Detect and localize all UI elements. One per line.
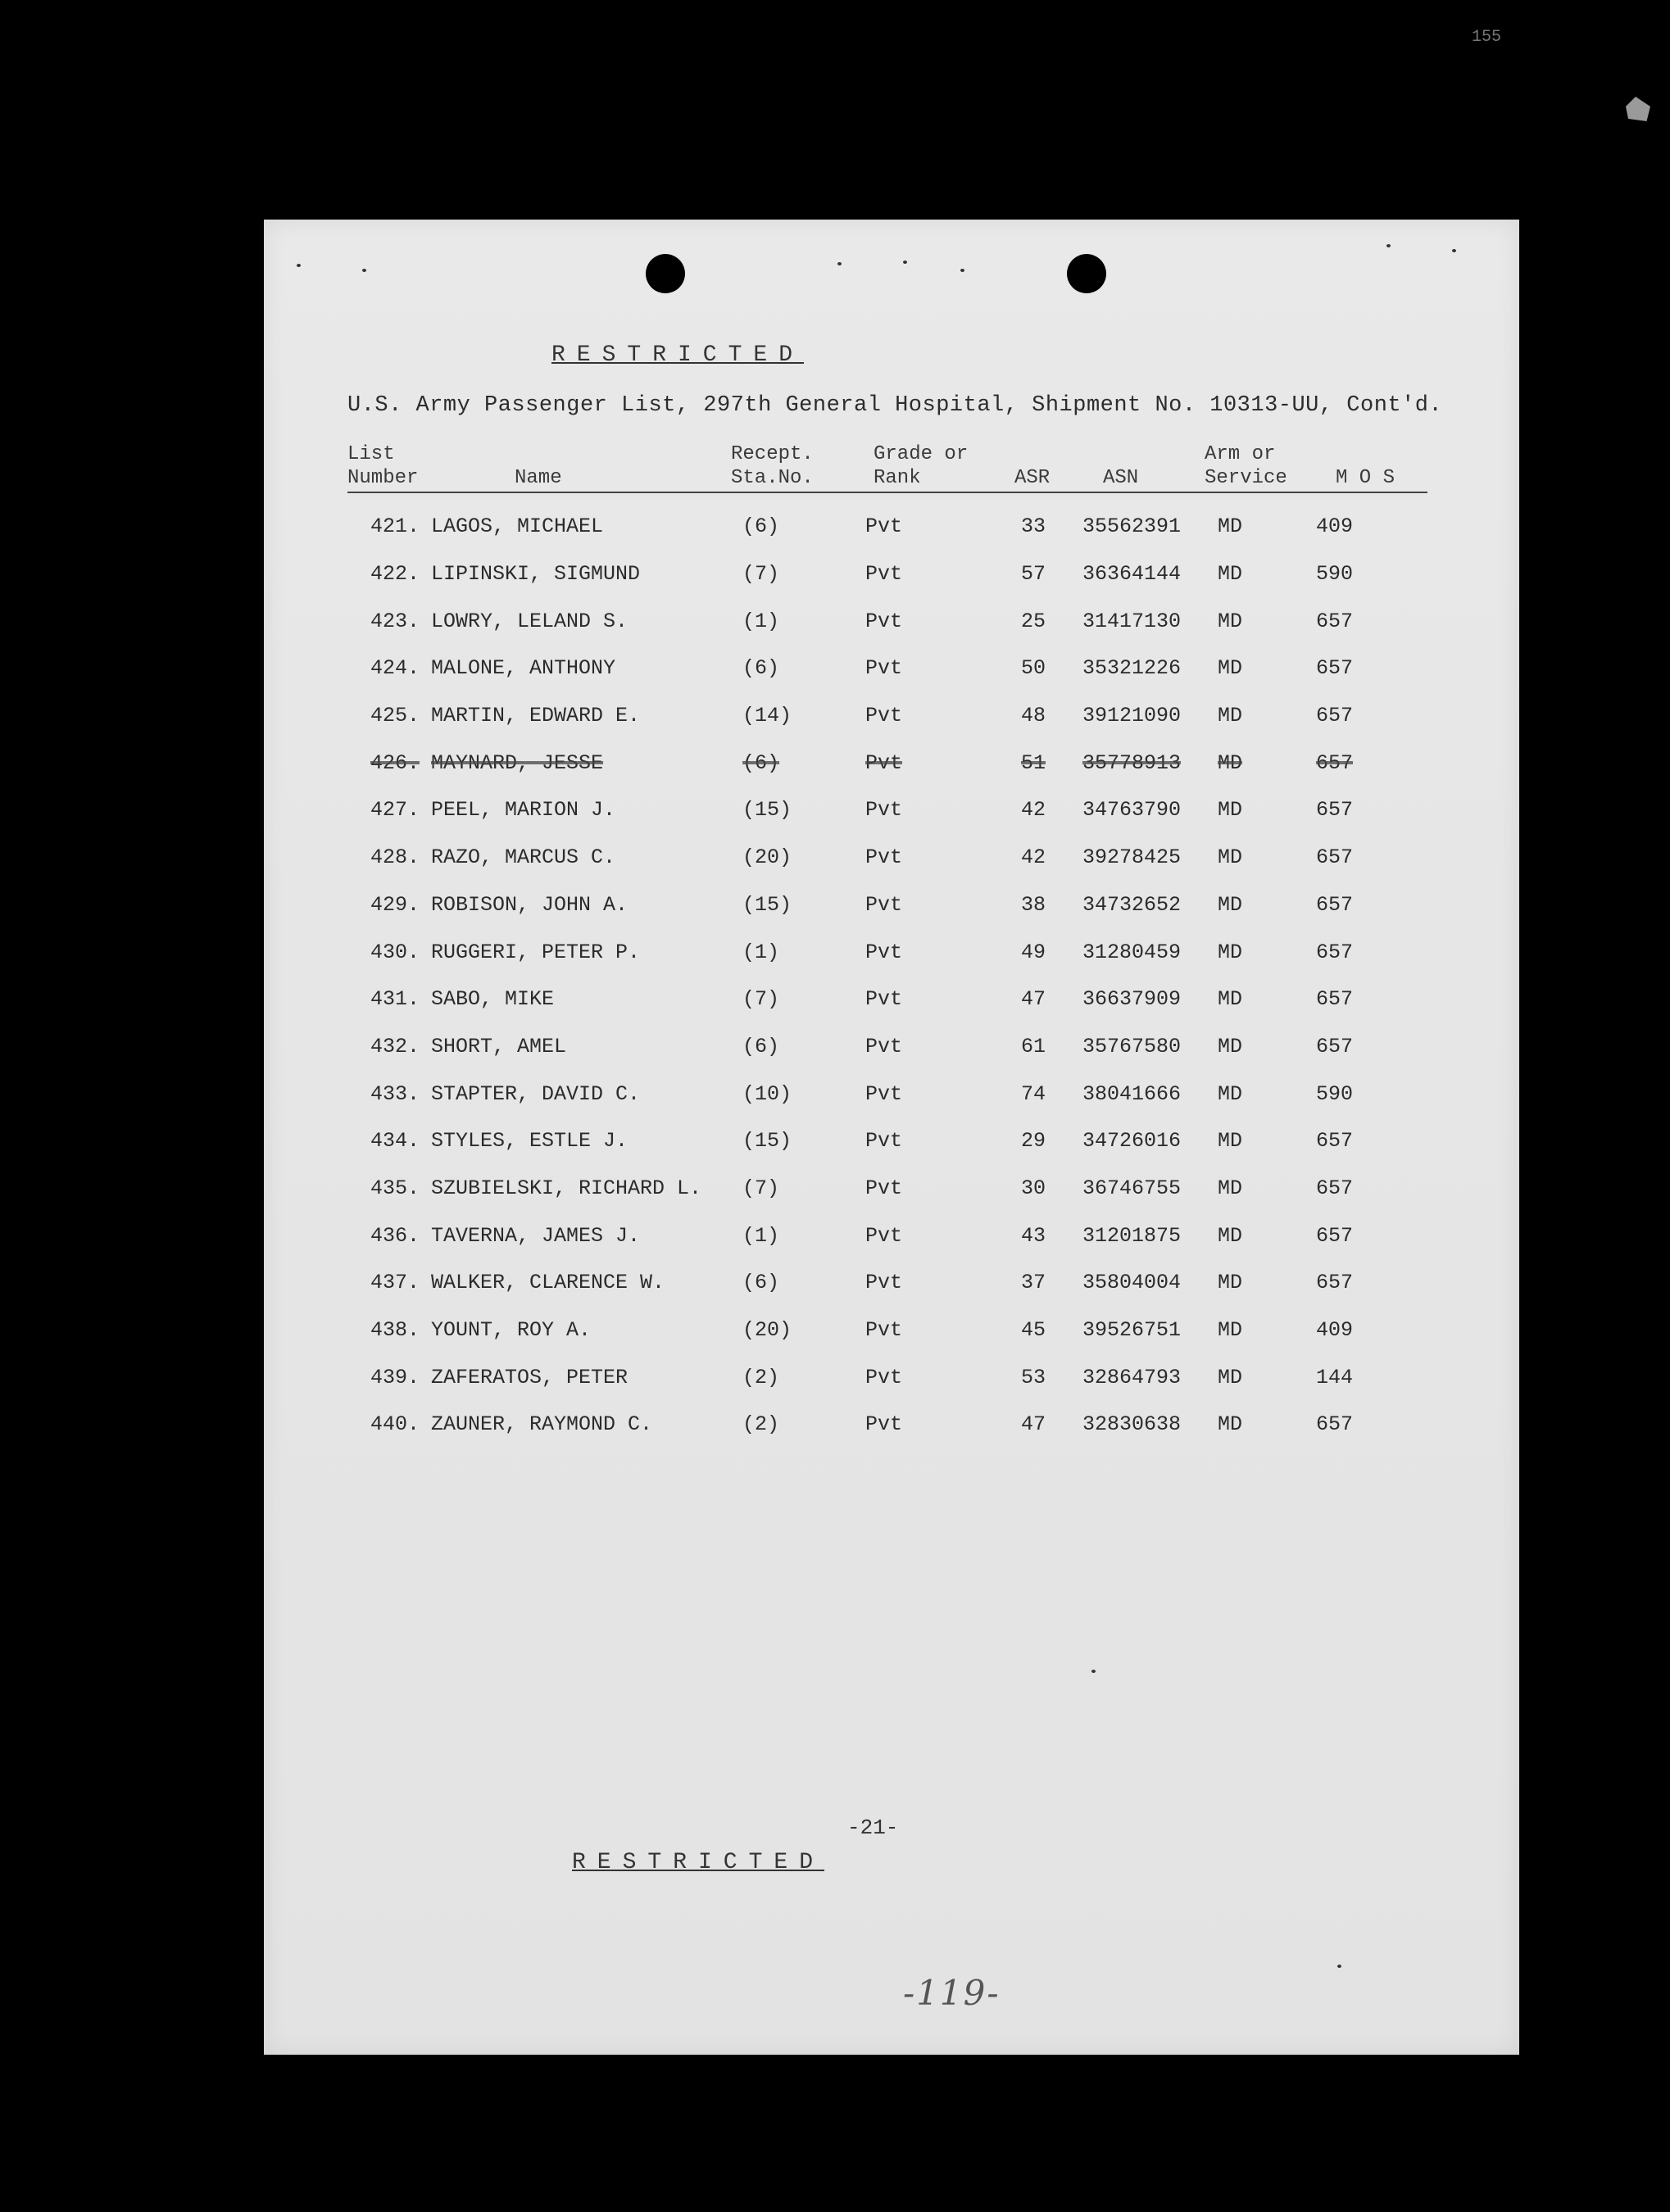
header-arm-service [1205, 442, 1287, 490]
table-row [264, 1023, 1382, 1071]
rank-cell: Pvt [865, 1081, 903, 1106]
asn-cell: 32864793 [1082, 1365, 1182, 1389]
asr-cell: 74 [1020, 1081, 1046, 1106]
header-arm-line2: Service [1205, 467, 1287, 489]
asr-cell: 51 [1020, 750, 1046, 775]
mos-cell: 657 [1316, 750, 1354, 775]
name-cell: SZUBIELSKI, RICHARD L. [431, 1176, 702, 1200]
name-cell: RAZO, MARCUS C. [431, 845, 616, 870]
recept-sta-cell: (2) [742, 1412, 780, 1437]
asn-cell: 35562391 [1082, 514, 1182, 539]
recept-sta-cell: (2) [742, 1365, 780, 1389]
list-number-cell: 435. [370, 1176, 420, 1200]
asn-cell: 36746755 [1082, 1176, 1182, 1200]
arm-service-cell: MD [1218, 1412, 1243, 1437]
name-cell: STYLES, ESTLE J. [431, 1129, 629, 1154]
mos-cell: 144 [1316, 1365, 1354, 1389]
asn-cell: 35321226 [1082, 656, 1182, 681]
asr-cell: 48 [1020, 704, 1046, 728]
table-row [264, 1070, 1382, 1117]
passenger-table-body [264, 503, 1382, 1448]
rank-cell: Pvt [865, 987, 903, 1012]
arm-service-cell: MD [1218, 845, 1243, 870]
arm-service-cell: MD [1218, 704, 1243, 728]
list-number-cell: 437. [370, 1271, 420, 1295]
table-row [264, 976, 1382, 1023]
asr-cell: 61 [1020, 1034, 1046, 1058]
table-row [264, 692, 1382, 740]
torn-corner-mark [1626, 97, 1650, 121]
name-cell: ZAUNER, RAYMOND C. [431, 1412, 653, 1437]
list-number-cell: 421. [370, 514, 420, 539]
asr-cell: 45 [1020, 1318, 1046, 1343]
table-row [264, 503, 1382, 551]
name-cell: WALKER, CLARENCE W. [431, 1271, 665, 1295]
list-number-cell: 440. [370, 1412, 420, 1437]
asn-cell: 34732652 [1082, 892, 1182, 917]
list-number-cell: 431. [370, 987, 420, 1012]
name-cell: MARTIN, EDWARD E. [431, 704, 641, 728]
recept-sta-cell: (20) [742, 845, 792, 870]
header-grade-rank [874, 442, 968, 490]
mos-cell: 657 [1316, 609, 1354, 633]
list-number-cell: 430. [370, 940, 420, 964]
restricted-heading-top: RESTRICTED [551, 342, 805, 368]
asn-cell: 36637909 [1082, 987, 1182, 1012]
recept-sta-cell: (7) [742, 1176, 780, 1200]
mos-cell: 657 [1316, 1271, 1354, 1295]
recept-sta-cell: (20) [742, 1318, 792, 1343]
rank-cell: Pvt [865, 704, 903, 728]
mos-cell: 590 [1316, 562, 1354, 587]
arm-service-cell: MD [1218, 514, 1243, 539]
name-cell: YOUNT, ROY A. [431, 1318, 592, 1343]
punch-hole-left [646, 254, 685, 293]
asr-cell: 42 [1020, 798, 1046, 823]
rank-cell: Pvt [865, 1129, 903, 1154]
rank-cell: Pvt [865, 609, 903, 633]
mos-cell: 590 [1316, 1081, 1354, 1106]
list-number-cell: 429. [370, 892, 420, 917]
rank-cell: Pvt [865, 845, 903, 870]
rank-cell: Pvt [865, 892, 903, 917]
corner-mark-text: 155 [1472, 28, 1502, 47]
list-number-cell: 427. [370, 798, 420, 823]
table-row [264, 786, 1382, 834]
asr-cell: 53 [1020, 1365, 1046, 1389]
header-list-number-line2: Number [347, 467, 419, 489]
asn-cell: 39278425 [1082, 845, 1182, 870]
mos-cell: 657 [1316, 798, 1354, 823]
punch-hole-right [1067, 254, 1106, 293]
asr-cell: 37 [1020, 1271, 1046, 1295]
list-number-cell: 426. [370, 750, 420, 775]
speck [960, 269, 964, 272]
list-number-cell: 439. [370, 1365, 420, 1389]
list-number-cell: 428. [370, 845, 420, 870]
name-cell: STAPTER, DAVID C. [431, 1081, 641, 1106]
mos-cell: 409 [1316, 1318, 1354, 1343]
speck [837, 262, 842, 265]
header-recept-line1: Recept. [731, 443, 814, 465]
arm-service-cell: MD [1218, 798, 1243, 823]
asr-cell: 57 [1020, 562, 1046, 587]
list-number-cell: 433. [370, 1081, 420, 1106]
table-row [264, 645, 1382, 692]
recept-sta-cell: (7) [742, 562, 780, 587]
asn-cell: 32830638 [1082, 1412, 1182, 1437]
asn-cell: 39121090 [1082, 704, 1182, 728]
recept-sta-cell: (15) [742, 892, 792, 917]
rank-cell: Pvt [865, 940, 903, 964]
recept-sta-cell: (6) [742, 1034, 780, 1058]
header-grade-line2: Rank [874, 467, 921, 489]
recept-sta-cell: (15) [742, 1129, 792, 1154]
asr-cell: 47 [1020, 987, 1046, 1012]
arm-service-cell: MD [1218, 1034, 1243, 1058]
recept-sta-cell: (15) [742, 798, 792, 823]
arm-service-cell: MD [1218, 1081, 1243, 1106]
recept-sta-cell: (1) [742, 940, 780, 964]
list-number-cell: 438. [370, 1318, 420, 1343]
mos-cell: 657 [1316, 704, 1354, 728]
speck [1452, 249, 1456, 252]
header-rule [347, 492, 1427, 493]
recept-sta-cell: (6) [742, 750, 780, 775]
header-recept-line2: Sta.No. [731, 467, 814, 489]
arm-service-cell: MD [1218, 1129, 1243, 1154]
table-row [264, 882, 1382, 929]
asr-cell: 29 [1020, 1129, 1046, 1154]
name-cell: TAVERNA, JAMES J. [431, 1223, 641, 1248]
table-row [264, 928, 1382, 976]
header-arm-line1: Arm or [1205, 443, 1276, 465]
asr-cell: 30 [1020, 1176, 1046, 1200]
asn-cell: 34726016 [1082, 1129, 1182, 1154]
recept-sta-cell: (14) [742, 704, 792, 728]
recept-sta-cell: (1) [742, 609, 780, 633]
asr-cell: 42 [1020, 845, 1046, 870]
restricted-heading-bottom: RESTRICTED [571, 1850, 825, 1875]
asn-cell: 31280459 [1082, 940, 1182, 964]
handwritten-page-number: -119- [903, 1973, 1001, 2013]
rank-cell: Pvt [865, 1365, 903, 1389]
name-cell: SABO, MIKE [431, 987, 555, 1012]
rank-cell: Pvt [865, 1318, 903, 1343]
mos-cell: 657 [1316, 1176, 1354, 1200]
arm-service-cell: MD [1218, 987, 1243, 1012]
asr-cell: 49 [1020, 940, 1046, 964]
table-row [264, 1117, 1382, 1165]
arm-service-cell: MD [1218, 940, 1243, 964]
asr-cell: 50 [1020, 656, 1046, 681]
table-row [264, 1353, 1382, 1401]
speck [362, 269, 366, 272]
mos-cell: 657 [1316, 656, 1354, 681]
name-cell: LIPINSKI, SIGMUND [431, 562, 641, 587]
header-list-number-line1: List [347, 443, 395, 465]
table-row [264, 834, 1382, 882]
asr-cell: 47 [1020, 1412, 1046, 1437]
asn-cell: 31201875 [1082, 1223, 1182, 1248]
rank-cell: Pvt [865, 798, 903, 823]
rank-cell: Pvt [865, 1271, 903, 1295]
arm-service-cell: MD [1218, 1223, 1243, 1248]
list-number-cell: 422. [370, 562, 420, 587]
name-cell: MAYNARD, JESSE [431, 750, 604, 775]
arm-service-cell: MD [1218, 1318, 1243, 1343]
mos-cell: 657 [1316, 987, 1354, 1012]
asr-cell: 25 [1020, 609, 1046, 633]
rank-cell: Pvt [865, 1223, 903, 1248]
name-cell: PEEL, MARION J. [431, 798, 616, 823]
list-number-cell: 425. [370, 704, 420, 728]
rank-cell: Pvt [865, 1412, 903, 1437]
arm-service-cell: MD [1218, 609, 1243, 633]
table-row [264, 597, 1382, 645]
passenger-table [264, 503, 1382, 1448]
recept-sta-cell: (7) [742, 987, 780, 1012]
mos-cell: 657 [1316, 1412, 1354, 1437]
list-number-cell: 424. [370, 656, 420, 681]
speck [903, 261, 907, 264]
name-cell: RUGGERI, PETER P. [431, 940, 641, 964]
document-subtitle: U.S. Army Passenger List, 297th General Hospital, Shipment No. 10313-UU, Cont'd. [347, 393, 1443, 418]
name-cell: LOWRY, LELAND S. [431, 609, 629, 633]
mos-cell: 657 [1316, 845, 1354, 870]
asr-cell: 38 [1020, 892, 1046, 917]
speck [1337, 1965, 1341, 1968]
recept-sta-cell: (6) [742, 1271, 780, 1295]
rank-cell: Pvt [865, 1034, 903, 1058]
speck [297, 264, 301, 267]
recept-sta-cell: (1) [742, 1223, 780, 1248]
asn-cell: 35767580 [1082, 1034, 1182, 1058]
speck [1386, 244, 1391, 247]
list-number-cell: 436. [370, 1223, 420, 1248]
speck [1091, 1670, 1096, 1673]
name-cell: MALONE, ANTHONY [431, 656, 616, 681]
arm-service-cell: MD [1218, 892, 1243, 917]
arm-service-cell: MD [1218, 1271, 1243, 1295]
arm-service-cell: MD [1218, 1365, 1243, 1389]
name-cell: LAGOS, MICHAEL [431, 514, 604, 539]
arm-service-cell: MD [1218, 562, 1243, 587]
table-row [264, 739, 1382, 786]
table-row [264, 551, 1382, 598]
list-number-cell: 432. [370, 1034, 420, 1058]
header-recept-sta [731, 442, 814, 490]
asn-cell: 31417130 [1082, 609, 1182, 633]
rank-cell: Pvt [865, 1176, 903, 1200]
asr-cell: 33 [1020, 514, 1046, 539]
table-row [264, 1212, 1382, 1259]
list-number-cell: 434. [370, 1129, 420, 1154]
asn-cell: 34763790 [1082, 798, 1182, 823]
header-mos: M O S [1336, 467, 1395, 489]
asn-cell: 38041666 [1082, 1081, 1182, 1106]
rank-cell: Pvt [865, 514, 903, 539]
mos-cell: 657 [1316, 940, 1354, 964]
rank-cell: Pvt [865, 750, 903, 775]
arm-service-cell: MD [1218, 1176, 1243, 1200]
header-asn: ASN [1103, 467, 1139, 489]
mos-cell: 409 [1316, 514, 1354, 539]
asn-cell: 36364144 [1082, 562, 1182, 587]
asr-cell: 43 [1020, 1223, 1046, 1248]
rank-cell: Pvt [865, 562, 903, 587]
asn-cell: 35778913 [1082, 750, 1182, 775]
header-list-number [347, 442, 418, 490]
name-cell: ZAFERATOS, PETER [431, 1365, 629, 1389]
recept-sta-cell: (10) [742, 1081, 792, 1106]
header-asr: ASR [1014, 467, 1051, 489]
document-page [264, 220, 1519, 2055]
list-number-cell: 423. [370, 609, 420, 633]
mos-cell: 657 [1316, 1223, 1354, 1248]
mos-cell: 657 [1316, 1034, 1354, 1058]
arm-service-cell: MD [1218, 750, 1243, 775]
mos-cell: 657 [1316, 1129, 1354, 1154]
name-cell: SHORT, AMEL [431, 1034, 567, 1058]
name-cell: ROBISON, JOHN A. [431, 892, 629, 917]
asn-cell: 35804004 [1082, 1271, 1182, 1295]
arm-service-cell: MD [1218, 656, 1243, 681]
rank-cell: Pvt [865, 656, 903, 681]
recept-sta-cell: (6) [742, 656, 780, 681]
header-name: Name [515, 467, 562, 489]
table-row [264, 1307, 1382, 1354]
table-row [264, 1165, 1382, 1213]
mos-cell: 657 [1316, 892, 1354, 917]
table-row [264, 1401, 1382, 1448]
recept-sta-cell: (6) [742, 514, 780, 539]
asn-cell: 39526751 [1082, 1318, 1182, 1343]
header-grade-line1: Grade or [874, 443, 969, 465]
page-number: -21- [847, 1815, 899, 1840]
table-row [264, 1259, 1382, 1307]
